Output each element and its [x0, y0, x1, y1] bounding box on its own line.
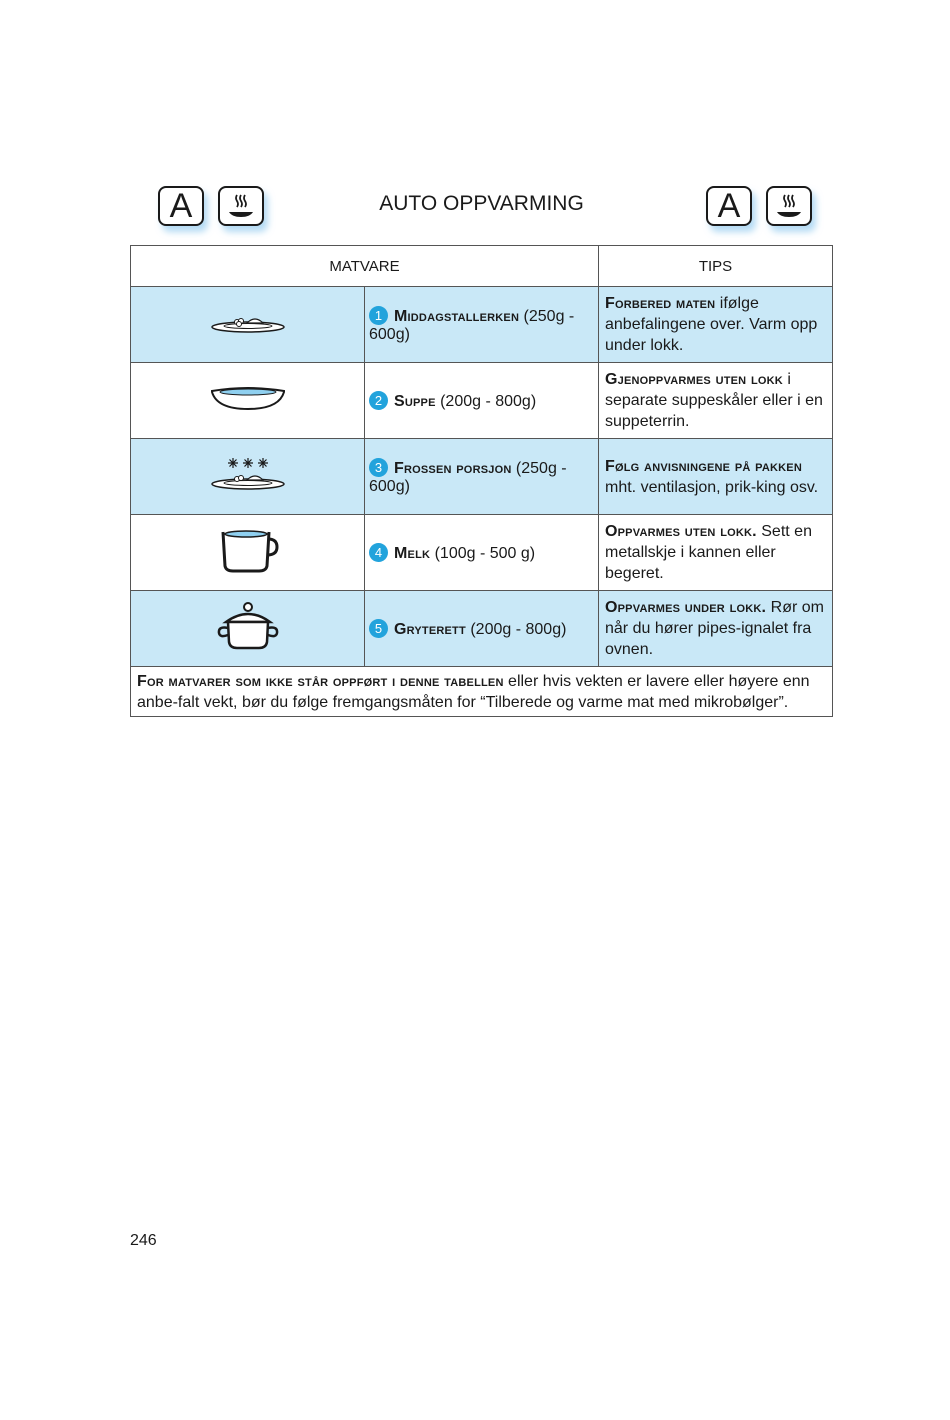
- dinner-plate-icon: [131, 287, 365, 363]
- footer-note: For matvarer som ikke står oppført i denne tabellen eller hvis vekten er lavere eller høyere enn anbe-falt vekt, bør du følge fremgangsmåten for “Tilberede og varme mat med mikrobølger”.: [131, 667, 833, 717]
- food-name: 4 Melk (100g - 500 g): [365, 515, 599, 591]
- number-badge: 3: [369, 458, 388, 477]
- reheat-key-icon: [766, 186, 812, 226]
- soup-bowl-icon: [131, 363, 365, 439]
- food-tip: Oppvarmes uten lokk. Sett en metallskje i kannen eller begeret.: [599, 515, 833, 591]
- page-header: [130, 180, 833, 240]
- food-name: 1 Middagstallerken (250g - 600g): [365, 287, 599, 363]
- right-key-group: [706, 186, 812, 226]
- food-tip: Følg anvisningene på pakken mht. ventilasjon, prik-king osv.: [599, 439, 833, 515]
- food-name: 3 Frossen porsjon (250g - 600g): [365, 439, 599, 515]
- food-name: 5 Gryterett (200g - 800g): [365, 591, 599, 667]
- food-tip: Forbered maten ifølge anbefalingene over. Varm opp under lokk.: [599, 287, 833, 363]
- food-name: 2 Suppe (200g - 800g): [365, 363, 599, 439]
- page-title: AUTO OPPVARMING: [379, 192, 584, 215]
- casserole-icon: [131, 591, 365, 667]
- table-row: [131, 515, 833, 591]
- auto-reheat-table: [130, 245, 833, 717]
- number-badge: 4: [369, 543, 388, 562]
- frozen-plate-icon: [131, 439, 365, 515]
- milk-cup-icon: [131, 515, 365, 591]
- food-tip: Gjenoppvarmes uten lokk i separate suppeskåler eller i en suppeterrin.: [599, 363, 833, 439]
- table-footer-row: [131, 667, 833, 717]
- table-row: [131, 287, 833, 363]
- table-header-row: [131, 246, 833, 287]
- auto-key-icon: A: [158, 186, 204, 226]
- table-row: [131, 591, 833, 667]
- table-row: [131, 363, 833, 439]
- number-badge: 2: [369, 391, 388, 410]
- number-badge: 1: [369, 306, 388, 325]
- table-row: [131, 439, 833, 515]
- page-number: 246: [130, 1232, 157, 1249]
- food-tip: Oppvarmes under lokk. Rør om når du hører pipes-ignalet fra ovnen.: [599, 591, 833, 667]
- column-header-tips: TIPS: [599, 246, 833, 287]
- column-header-food: MATVARE: [131, 246, 599, 287]
- auto-key-icon: A: [706, 186, 752, 226]
- number-badge: 5: [369, 619, 388, 638]
